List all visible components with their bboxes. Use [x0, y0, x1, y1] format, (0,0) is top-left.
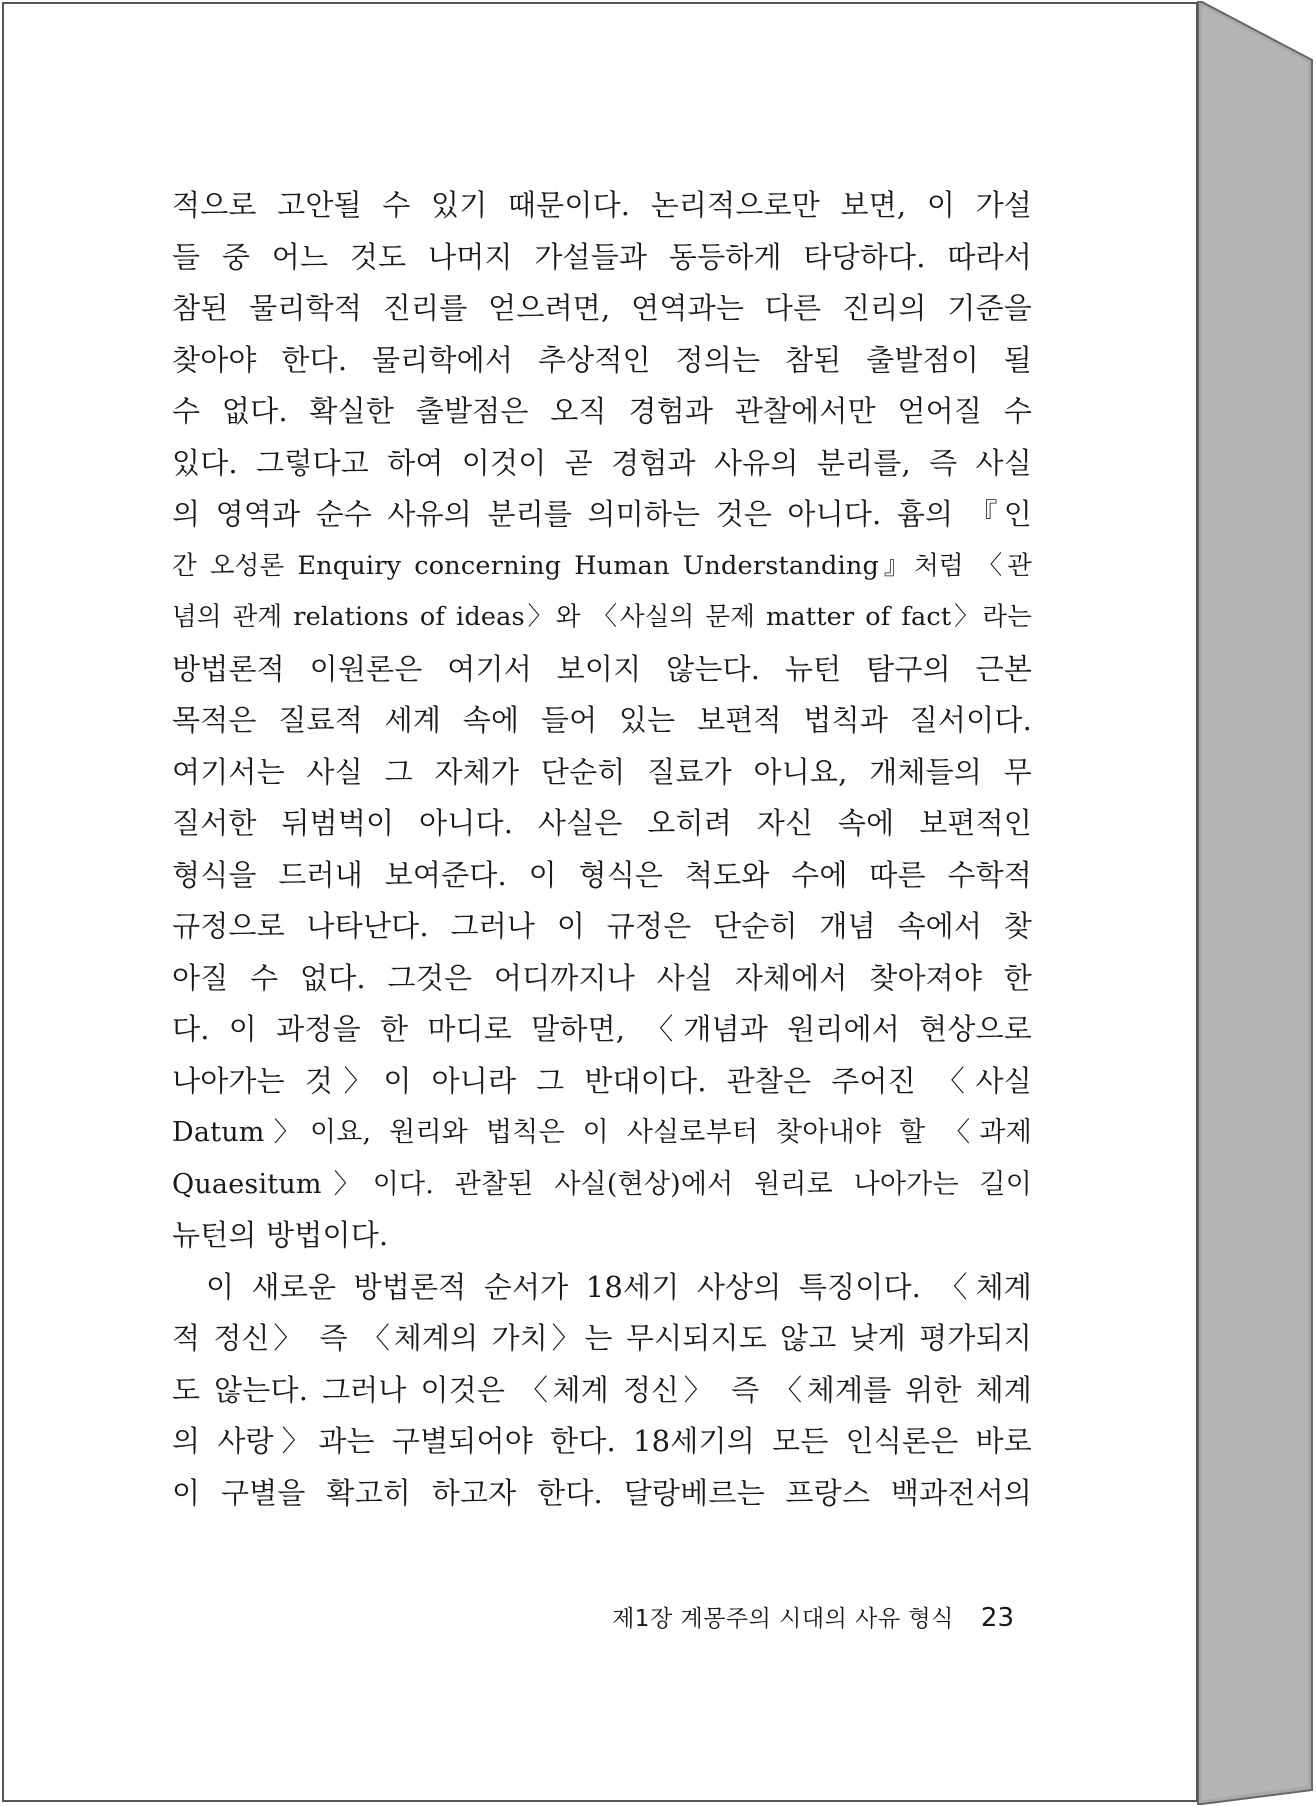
text-line: 나아가는 것〉이 아니라 그 반대이다. 관찰은 주어진 〈사실 [172, 1063, 1032, 1098]
text-line: 이 구별을 확고히 하고자 한다. 달랑베르는 프랑스 백과전서의 [172, 1475, 1032, 1510]
text-line: 목적은 질료적 세계 속에 들어 있는 보편적 법칙과 질서이다. [172, 703, 1032, 737]
running-head: 제1장 계몽주의 시대의 사유 형식 [612, 1606, 954, 1632]
text-line: 형식을 드러내 보여준다. 이 형식은 척도와 수에 따른 수학적 [172, 857, 1032, 892]
text-line: 찾아야 한다. 물리학에서 추상적인 정의는 참된 출발점이 될 [172, 342, 1032, 377]
text-line: 참된 물리학적 진리를 얻으려면, 연역과는 다른 진리의 기준을 [172, 291, 1032, 325]
text-line: 의 영역과 순수 사유의 분리를 의미하는 것은 아니다. 흄의 『인 [172, 497, 1032, 531]
text-line: 들 중 어느 것도 나머지 가설들과 동등하게 타당하다. 따라서 [172, 239, 1032, 274]
text-line: 도 않는다. 그러나 이것은 〈체계 정신〉 즉 〈체계를 위한 체계 [172, 1372, 1032, 1407]
text-line: 적 정신〉 즉 〈체계의 가치〉는 무시되지도 않고 낮게 평가되지 [172, 1321, 1032, 1355]
text-line: Datum〉이요, 원리와 법칙은 이 사실로부터 찾아내야 할 〈과제 [172, 1117, 1032, 1148]
text-line: 질서한 뒤범벅이 아니다. 사실은 오히려 자신 속에 보편적인 [172, 806, 1032, 840]
text-line: 의 사랑〉과는 구별되어야 한다. 18세기의 모든 인식론은 바로 [172, 1424, 1032, 1458]
text-line: 념의 관계 relations of ideas〉와 〈사실의 문제 matter of fact〉라는 [172, 602, 1032, 632]
text-line: 규정으로 나타난다. 그러나 이 규정은 단순히 개념 속에서 찾 [172, 909, 1032, 943]
page-number: 23 [980, 1603, 1014, 1633]
text-line: Quaesitum〉이다. 관찰된 사실(현상)에서 원리로 나아가는 길이 [172, 1168, 1032, 1200]
paragraph-1 [172, 180, 1032, 1262]
text-line: 간 오성론 Enquiry concerning Human Understanding』처럼 〈관 [172, 550, 1032, 581]
text-line: 이 새로운 방법론적 순서가 18세기 사상의 특징이다. 〈체계 [206, 1269, 1032, 1304]
text-line: 다. 이 과정을 한 마디로 말하면, 〈개념과 원리에서 현상으로 [172, 1012, 1032, 1046]
text-line: 적으로 고안될 수 있기 때문이다. 논리적으로만 보면, 이 가설 [172, 188, 1032, 222]
book-page [2, 2, 1198, 1802]
page-footer [544, 1598, 1014, 1638]
text-line: 뉴턴의 방법이다. [172, 1218, 389, 1252]
body-text [172, 180, 1032, 1519]
text-line: 있다. 그렇다고 하여 이것이 곧 경험과 사유의 분리를, 즉 사실 [172, 445, 1032, 480]
text-line: 수 없다. 확실한 출발점은 오직 경험과 관찰에서만 얻어질 수 [172, 394, 1032, 428]
text-line: 아질 수 없다. 그것은 어디까지나 사실 자체에서 찾아져야 한 [172, 960, 1032, 995]
text-line: 여기서는 사실 그 자체가 단순히 질료가 아니요, 개체들의 무 [172, 754, 1032, 789]
paragraph-2 [172, 1262, 1032, 1520]
text-line: 방법론적 이원론은 여기서 보이지 않는다. 뉴턴 탐구의 근본 [172, 651, 1032, 686]
